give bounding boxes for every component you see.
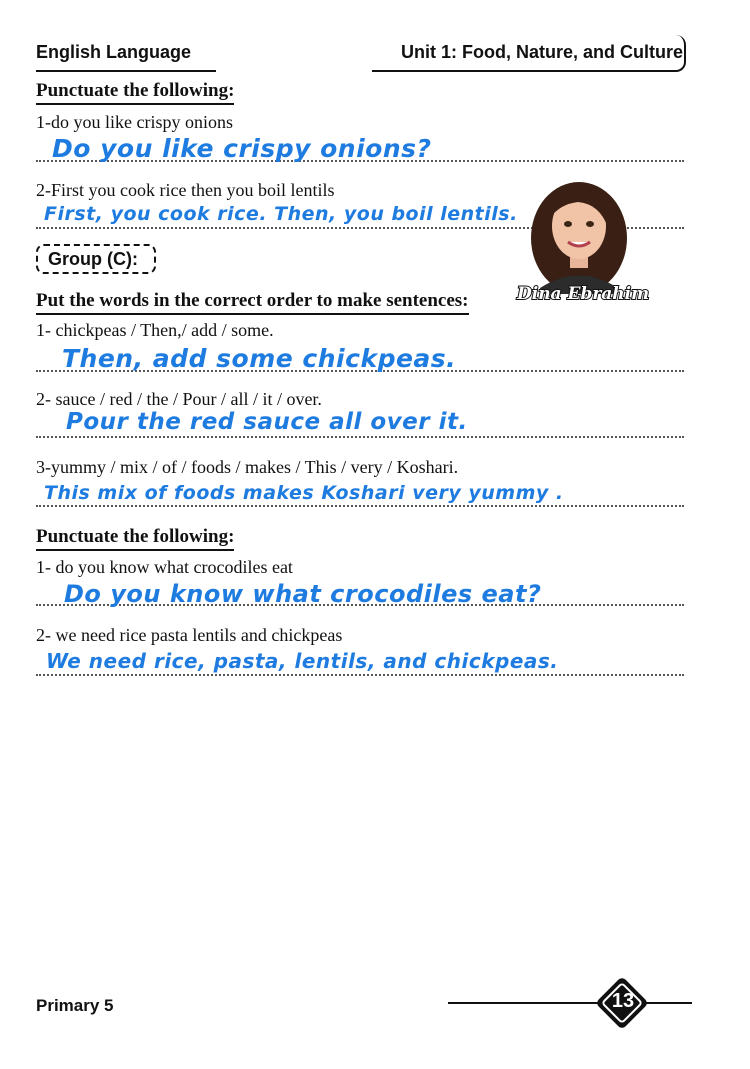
group-label: Group (C):: [36, 244, 156, 274]
section1-a2: First, you cook rice. Then, you boil lentils.: [44, 203, 518, 225]
section2-a3: This mix of foods makes Koshari very yummy .: [44, 482, 564, 504]
section2-a1: Then, add some chickpeas.: [62, 344, 457, 373]
footer-rule-right: [646, 1002, 692, 1004]
section1-q2: 2-First you cook rice then you boil lentils: [36, 180, 335, 200]
section3-q2: 2- we need rice pasta lentils and chickpeas: [36, 625, 343, 645]
grade-label: Primary 5: [36, 996, 114, 1015]
answer-line: [36, 674, 684, 676]
teacher-signature: Dina Ebrahim: [517, 284, 650, 304]
page-number: 13: [611, 990, 635, 1012]
section3-a2: We need rice, pasta, lentils, and chickpeas.: [46, 649, 559, 673]
section1-a1: Do you like crispy onions?: [52, 134, 432, 163]
section1-q1: 1-do you like crispy onions: [36, 112, 233, 132]
section2-q3: 3-yummy / mix / of / foods / makes / This / very / Koshari.: [36, 457, 459, 477]
section3-q1: 1- do you know what crocodiles eat: [36, 557, 293, 577]
footer-rule-left: [448, 1002, 600, 1004]
section3-a1: Do you know what crocodiles eat?: [64, 580, 542, 608]
header-underline-left: [36, 70, 216, 72]
section2-heading: Put the words in the correct order to make sentences:: [36, 290, 469, 315]
section1-heading: Punctuate the following:: [36, 80, 234, 105]
section2-q1: 1- chickpeas / Then,/ add / some.: [36, 320, 274, 340]
unit-title: Unit 1: Food, Nature, and Culture: [401, 42, 683, 62]
answer-line: [36, 505, 684, 507]
section3-heading: Punctuate the following:: [36, 526, 234, 551]
section2-q2: 2- sauce / red / the / Pour / all / it / over.: [36, 389, 322, 409]
teacher-portrait: [520, 168, 638, 294]
answer-line: [36, 436, 684, 438]
section2-a2: Pour the red sauce all over it.: [66, 409, 468, 435]
subject-title: English Language: [36, 42, 192, 62]
